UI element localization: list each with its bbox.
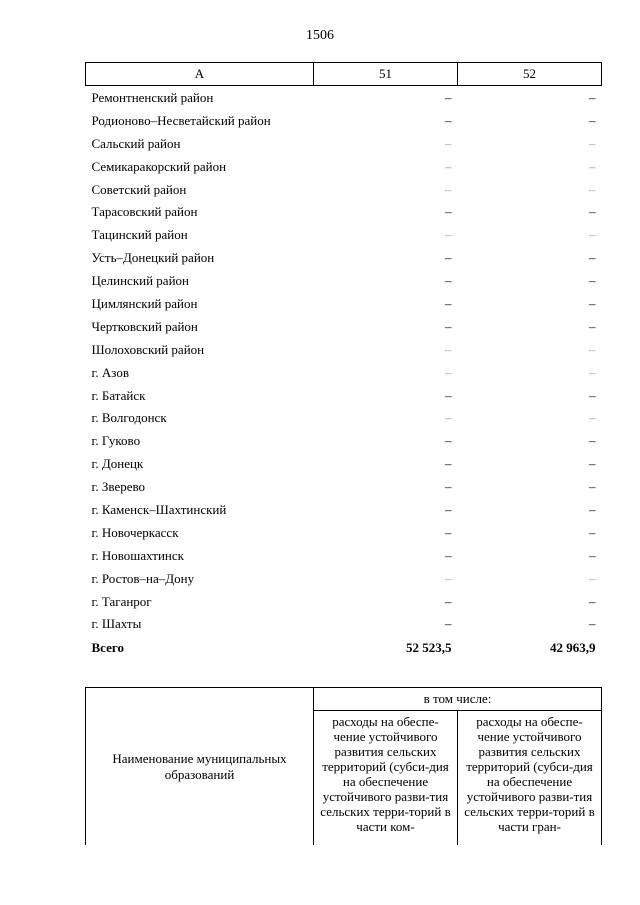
value-51: – <box>445 547 452 563</box>
value-51: – <box>445 295 452 311</box>
table-row <box>86 612 602 635</box>
table-row <box>86 452 602 475</box>
value-51: – <box>445 456 452 472</box>
value-52: – <box>589 318 596 334</box>
value-51: – <box>445 524 452 540</box>
table-row <box>86 246 602 269</box>
value-52: – <box>589 204 596 220</box>
value-52: – <box>589 341 596 357</box>
column-desc-2: расходы на обеспе-чение устойчивого развития сельских территорий (субси-дия на обеспечение устойчивого разви-тия сельских терри-торий в части гран- <box>458 711 602 846</box>
value-52: – <box>589 295 596 311</box>
municipality-name: Тацинский район <box>91 227 188 243</box>
municipality-name: Усть–Донецкий район <box>91 250 215 266</box>
municipality-name: Цимлянский район <box>91 295 198 311</box>
municipality-name: г. Азов <box>91 364 129 380</box>
municipality-name: Советский район <box>91 181 187 197</box>
municipality-name: г. Волгодонск <box>91 410 167 426</box>
table-row <box>86 384 602 407</box>
value-52: – <box>589 181 596 197</box>
value-51: – <box>445 273 452 289</box>
page-number: 1506 <box>306 28 334 43</box>
value-52: – <box>589 547 596 563</box>
value-51: – <box>445 204 452 220</box>
value-52: – <box>589 273 596 289</box>
table-row <box>86 429 602 452</box>
value-52: – <box>589 524 596 540</box>
value-51: – <box>445 479 452 495</box>
municipality-name: г. Таганрог <box>91 593 152 609</box>
table-row <box>86 109 602 132</box>
municipality-name: Тарасовский район <box>91 204 198 220</box>
table-row <box>86 338 602 361</box>
table-row <box>86 86 602 109</box>
municipality-name: Чертковский район <box>91 318 198 334</box>
table-row <box>86 521 602 544</box>
value-51: – <box>445 433 452 449</box>
municipality-name: Родионово–Несветайский район <box>91 112 271 128</box>
value-52: – <box>589 158 596 174</box>
value-52: – <box>589 570 596 586</box>
value-52: – <box>589 112 596 128</box>
column-header-51: 51 <box>314 63 458 86</box>
value-52: – <box>589 135 596 151</box>
value-51: – <box>445 501 452 517</box>
table-header-row <box>86 63 602 86</box>
total-row <box>86 635 602 659</box>
including-header: в том числе: <box>314 688 602 711</box>
value-51: – <box>445 387 452 403</box>
table-row <box>86 406 602 429</box>
table-row <box>86 475 602 498</box>
table-row <box>86 292 602 315</box>
value-52: – <box>589 410 596 426</box>
value-51: – <box>445 410 452 426</box>
table-row <box>86 178 602 201</box>
value-52: – <box>589 479 596 495</box>
table-row <box>86 132 602 155</box>
value-52: – <box>589 456 596 472</box>
value-51: – <box>445 250 452 266</box>
value-51: – <box>445 341 452 357</box>
data-table <box>85 62 602 659</box>
municipality-name: Шолоховский район <box>91 341 205 357</box>
total-value-52: 42 963,9 <box>550 639 596 655</box>
municipality-name: Семикаракорский район <box>91 158 227 174</box>
value-51: – <box>445 593 452 609</box>
column-header-52: 52 <box>458 63 602 86</box>
value-51: – <box>445 227 452 243</box>
municipality-name: г. Донецк <box>91 456 144 472</box>
value-51: – <box>445 181 452 197</box>
value-52: – <box>589 593 596 609</box>
value-51: – <box>445 318 452 334</box>
value-51: – <box>445 89 452 105</box>
value-51: – <box>445 364 452 380</box>
value-52: – <box>589 616 596 632</box>
value-51: – <box>445 570 452 586</box>
value-52: – <box>589 387 596 403</box>
municipality-name: Ремонтненский район <box>91 89 214 105</box>
municipality-name: г. Каменск–Шахтинский <box>91 501 227 517</box>
municipality-name: г. Зверево <box>91 479 146 495</box>
value-52: – <box>589 501 596 517</box>
table-row <box>86 200 602 223</box>
table-row <box>86 567 602 590</box>
column-desc-1: расходы на обеспе-чение устойчивого развития сельских территорий (субси-дия на обеспечение устойчивого разви-тия сельских терри-торий в части ком- <box>314 711 458 846</box>
municipality-name: Целинский район <box>91 273 189 289</box>
second-table-header <box>85 687 602 845</box>
municipality-name: г. Новочеркасск <box>91 524 179 540</box>
municipality-name: г. Ростов–на–Дону <box>91 570 195 586</box>
municipality-name: г. Гуково <box>91 433 141 449</box>
municipality-name: Сальский район <box>91 135 181 151</box>
municipality-name: г. Батайск <box>91 387 146 403</box>
table-row <box>86 269 602 292</box>
table-row <box>86 361 602 384</box>
total-label: Всего <box>91 639 124 655</box>
municipality-name: г. Новошахтинск <box>91 547 184 563</box>
table-row <box>86 544 602 567</box>
table-body <box>86 86 602 660</box>
municipal-name-header: Наименование муниципальных образований <box>86 688 314 846</box>
table-row <box>86 315 602 338</box>
column-header-a: А <box>86 63 314 86</box>
value-51: – <box>445 135 452 151</box>
total-value-51: 52 523,5 <box>406 639 452 655</box>
table-row <box>86 498 602 521</box>
value-52: – <box>589 227 596 243</box>
table-row <box>86 223 602 246</box>
value-52: – <box>589 364 596 380</box>
value-51: – <box>445 616 452 632</box>
value-52: – <box>589 89 596 105</box>
value-52: – <box>589 433 596 449</box>
municipality-name: г. Шахты <box>91 616 142 632</box>
table-row <box>86 155 602 178</box>
value-51: – <box>445 112 452 128</box>
value-51: – <box>445 158 452 174</box>
value-52: – <box>589 250 596 266</box>
table-row <box>86 590 602 613</box>
